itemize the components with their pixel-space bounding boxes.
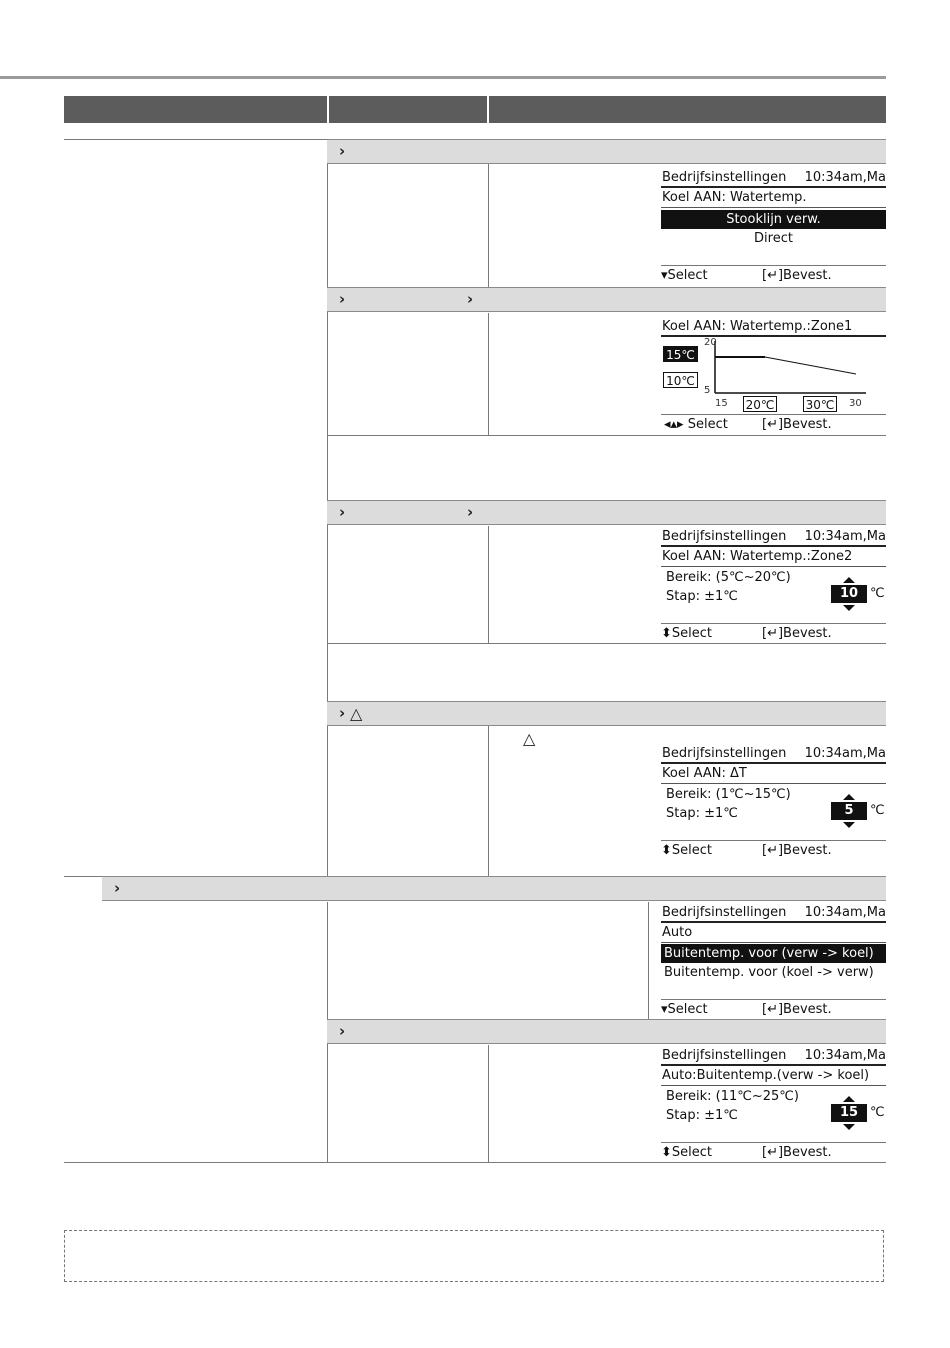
screen-time: 10:34am,Ma <box>804 170 886 185</box>
chevron-right-icon: › <box>339 142 346 160</box>
lcd-screen-auto-outdoor <box>661 1046 886 1162</box>
step-text: Stap: ±1℃ <box>666 806 738 821</box>
header-separator <box>487 96 489 123</box>
screen-time: 10:34am,Ma <box>804 746 886 761</box>
screen-title-bar <box>661 527 886 547</box>
column-divider <box>488 313 489 435</box>
screen-time: 10:34am,Ma <box>804 905 886 920</box>
menu-path-row <box>327 139 886 164</box>
chevron-right-icon: › <box>339 1022 346 1040</box>
lcd-screen-delta-t <box>661 744 886 860</box>
chevron-right-icon: › <box>339 290 346 308</box>
screen-subtitle: Koel AAN: Watertemp. <box>661 188 886 208</box>
footer-confirm-label: [↵]Bevest. <box>762 626 832 641</box>
step-text: Stap: ±1℃ <box>666 589 738 604</box>
screen-subtitle: Koel AAN: Watertemp.:Zone2 <box>661 547 886 567</box>
menu-path-row <box>327 287 886 312</box>
updown-arrows-icon: ⬍ <box>661 1145 672 1160</box>
screen-title: Bedrijfsinstellingen <box>662 1048 787 1063</box>
option[interactable]: Buitentemp. voor (koel -> verw) <box>664 965 874 980</box>
temp-box-low[interactable]: 10℃ <box>663 372 698 388</box>
column-divider <box>488 1045 489 1162</box>
screen-footer <box>661 1142 886 1163</box>
graph-curve-slope <box>765 357 856 374</box>
footer-select-label: Select <box>667 1002 708 1017</box>
top-rule <box>0 76 886 79</box>
column-divider <box>488 726 489 876</box>
footer-confirm-label: [↵]Bevest. <box>762 843 832 858</box>
screen-title: Bedrijfsinstellingen <box>662 746 787 761</box>
footer-confirm-label: [↵]Bevest. <box>762 1002 832 1017</box>
arrow-up-icon[interactable] <box>843 794 855 800</box>
range-text: Bereik: (5℃~20℃) <box>666 570 791 585</box>
screen-footer <box>661 999 886 1020</box>
menu-path-row <box>327 701 886 726</box>
updown-arrows-icon: ⬍ <box>661 626 672 641</box>
value-box[interactable]: 15 <box>831 1104 867 1122</box>
screen-time: 10:34am,Ma <box>804 1048 886 1063</box>
chevron-right-icon: › <box>467 290 474 308</box>
lcd-screen-curve <box>661 317 886 435</box>
arrow-up-icon[interactable] <box>843 577 855 583</box>
column-divider <box>648 902 649 1019</box>
four-way-arrows-icon: ◂▴▸ <box>664 417 688 432</box>
screen-footer <box>661 414 886 435</box>
option[interactable]: Direct <box>754 231 793 246</box>
lcd-screen-mode-select <box>661 168 886 286</box>
arrow-down-icon[interactable] <box>843 822 855 828</box>
screen-subtitle: Auto <box>661 923 886 943</box>
screen-title-bar <box>661 1046 886 1066</box>
chevron-right-icon: › <box>467 503 474 521</box>
footer-confirm-label: [↵]Bevest. <box>762 268 832 283</box>
chevron-right-icon: › <box>114 879 121 897</box>
screen-title: Bedrijfsinstellingen <box>662 170 787 185</box>
table-header-bar <box>64 96 886 123</box>
step-text: Stap: ±1℃ <box>666 1108 738 1123</box>
screen-subtitle: Koel AAN: ΔT <box>661 764 886 784</box>
screen-title-bar <box>661 168 886 188</box>
menu-path-row <box>102 876 886 901</box>
screen-subtitle: Auto:Buitentemp.(verw -> koel) <box>661 1066 886 1086</box>
footer-confirm-label: [↵]Bevest. <box>762 417 832 432</box>
arrow-down-icon[interactable] <box>843 605 855 611</box>
lcd-screen-zone2 <box>661 527 886 643</box>
footer-select-label: Select <box>667 268 708 283</box>
option-selected[interactable]: Stooklijn verw. <box>661 210 886 229</box>
temp-box-x2[interactable]: 30℃ <box>803 396 837 412</box>
note-box <box>64 1230 884 1282</box>
table-rule <box>327 435 886 436</box>
graph-x-left-label: 15 <box>715 398 728 409</box>
screen-subtitle: Koel AAN: Watertemp.:Zone1 <box>661 317 886 337</box>
column-divider <box>488 526 489 643</box>
menu-path-row <box>327 500 886 525</box>
temp-box-x1[interactable]: 20℃ <box>743 396 777 412</box>
range-text: Bereik: (11℃~25℃) <box>666 1089 799 1104</box>
unit-label: ℃ <box>870 586 885 601</box>
value-box[interactable]: 5 <box>831 802 867 820</box>
delta-triangle-icon: △ <box>523 729 536 748</box>
footer-select-label: Select <box>671 1145 713 1160</box>
chevron-right-icon: › <box>339 704 346 722</box>
lcd-screen-auto <box>661 903 886 1019</box>
value-box[interactable]: 10 <box>831 585 867 603</box>
menu-path-row <box>327 1019 886 1044</box>
unit-label: ℃ <box>870 803 885 818</box>
footer-select-label: Select <box>687 417 728 432</box>
updown-arrows-icon: ⬍ <box>661 843 672 858</box>
footer-select-label: Select <box>671 843 713 858</box>
caret-down-icon: ▾ <box>661 1002 668 1017</box>
graph-y-bottom-label: 5 <box>704 385 711 396</box>
screen-time: 10:34am,Ma <box>804 529 886 544</box>
column-divider <box>488 164 489 287</box>
graph-x-right-label: 30 <box>849 398 862 409</box>
header-separator <box>327 96 329 123</box>
graph-y-top-label: 20 <box>704 337 717 348</box>
screen-footer <box>661 840 886 861</box>
footer-confirm-label: [↵]Bevest. <box>762 1145 832 1160</box>
caret-down-icon: ▾ <box>661 268 668 283</box>
option-selected[interactable]: Buitentemp. voor (verw -> koel) <box>661 944 886 963</box>
range-text: Bereik: (1℃~15℃) <box>666 787 791 802</box>
chevron-right-icon: › <box>339 503 346 521</box>
screen-title: Bedrijfsinstellingen <box>662 905 787 920</box>
arrow-down-icon[interactable] <box>843 1124 855 1130</box>
delta-triangle-icon: △ <box>350 704 363 723</box>
unit-label: ℃ <box>870 1105 885 1120</box>
screen-footer <box>661 265 886 286</box>
footer-select-label: Select <box>671 626 713 641</box>
temp-box-high[interactable]: 15℃ <box>663 346 698 362</box>
screen-footer <box>661 623 886 644</box>
arrow-up-icon[interactable] <box>843 1096 855 1102</box>
screen-title-bar <box>661 744 886 764</box>
screen-title-bar <box>661 903 886 923</box>
screen-title: Bedrijfsinstellingen <box>662 529 787 544</box>
